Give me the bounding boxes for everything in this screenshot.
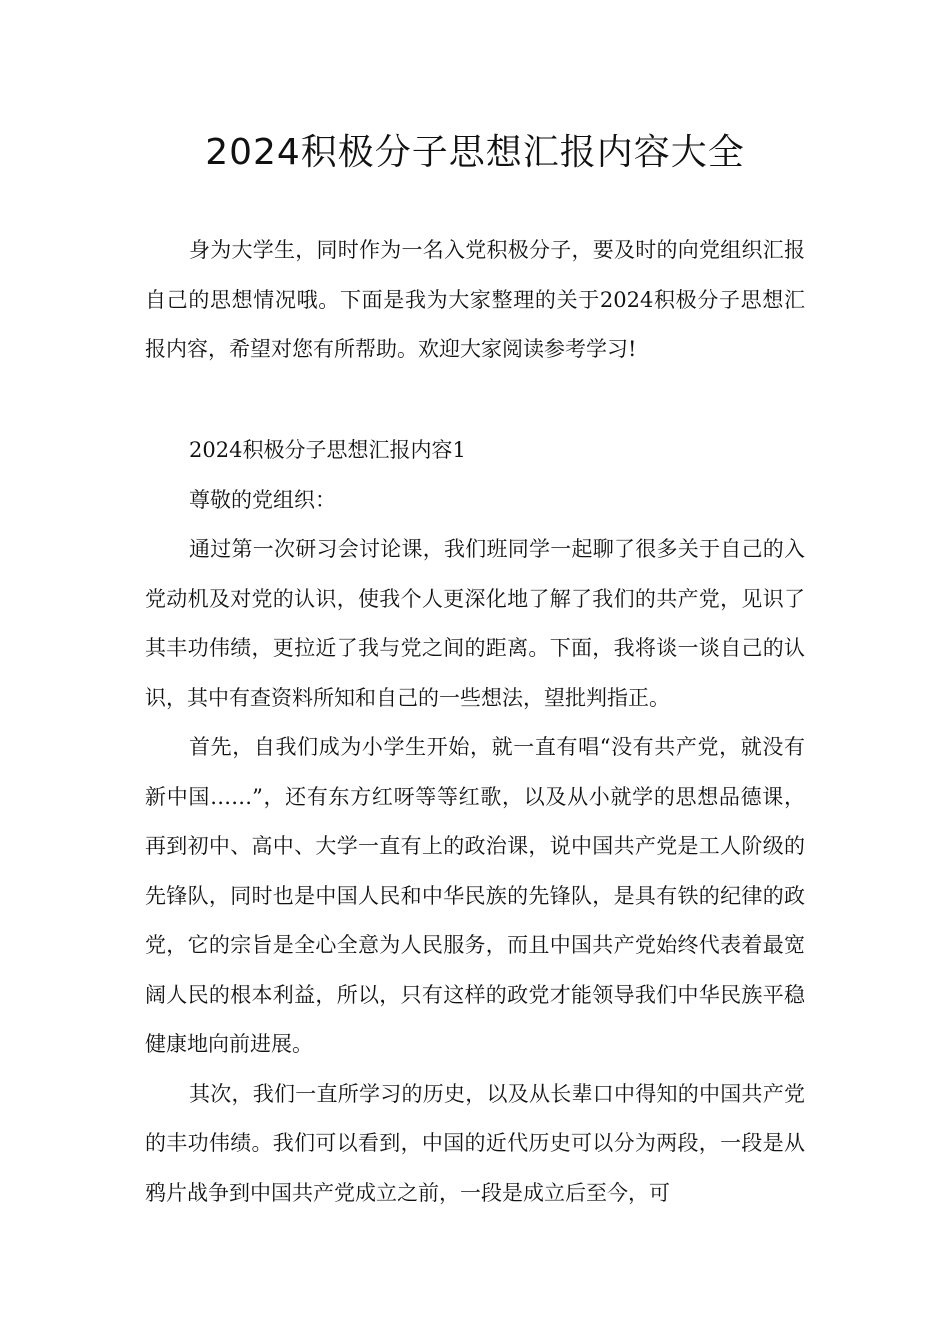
salutation: 尊敬的党组织： (189, 487, 336, 512)
body-paragraph: 其次，我们一直所学习的历史，以及从长辈口中得知的中国共产党的丰功伟绩。我们可以看到，中国的近代历史可以分为两段，一段是从鸦片战争到中国共产党成立之前，一段是成立后至今，可 (145, 1081, 805, 1205)
document-title: 2024积极分子思想汇报内容大全 (205, 132, 745, 173)
body-paragraph: 首先，自我们成为小学生开始，就一直有唱“没有共产党，就没有新中国……”，还有东方红呀等等红歌，以及从小就学的思想品德课，再到初中、高中、大学一直有上的政治课，说中国共产党是工人阶级的先锋队，同时也是中国人民和中华民族的先锋队，是具有铁的纪律的政党，它的宗旨是全心全意为人民服务，而且中国共产党始终代表着最宽阔人民的根本利益，所以，只有这样的政党才能领导我们中华民族平稳健康地向前进展。 (145, 735, 805, 1056)
report-body (145, 426, 805, 1218)
intro-block (145, 226, 805, 375)
section-heading: 2024积极分子思想汇报内容1 (189, 438, 466, 462)
intro-paragraph: 身为大学生，同时作为一名入党积极分子，要及时的向党组织汇报自己的思想情况哦。下面是我为大家整理的关于2024积极分子思想汇报内容，希望对您有所帮助。欢迎大家阅读参考学习! (145, 238, 805, 361)
body-paragraph: 通过第一次研习会讨论课，我们班同学一起聊了很多关于自己的入党动机及对党的认识，使我个人更深化地了解了我们的共产党，见识了其丰功伟绩，更拉近了我与党之间的距离。下面，我将谈一谈自己的认识，其中有查资料所知和自己的一些想法，望批判指正。 (145, 537, 805, 710)
